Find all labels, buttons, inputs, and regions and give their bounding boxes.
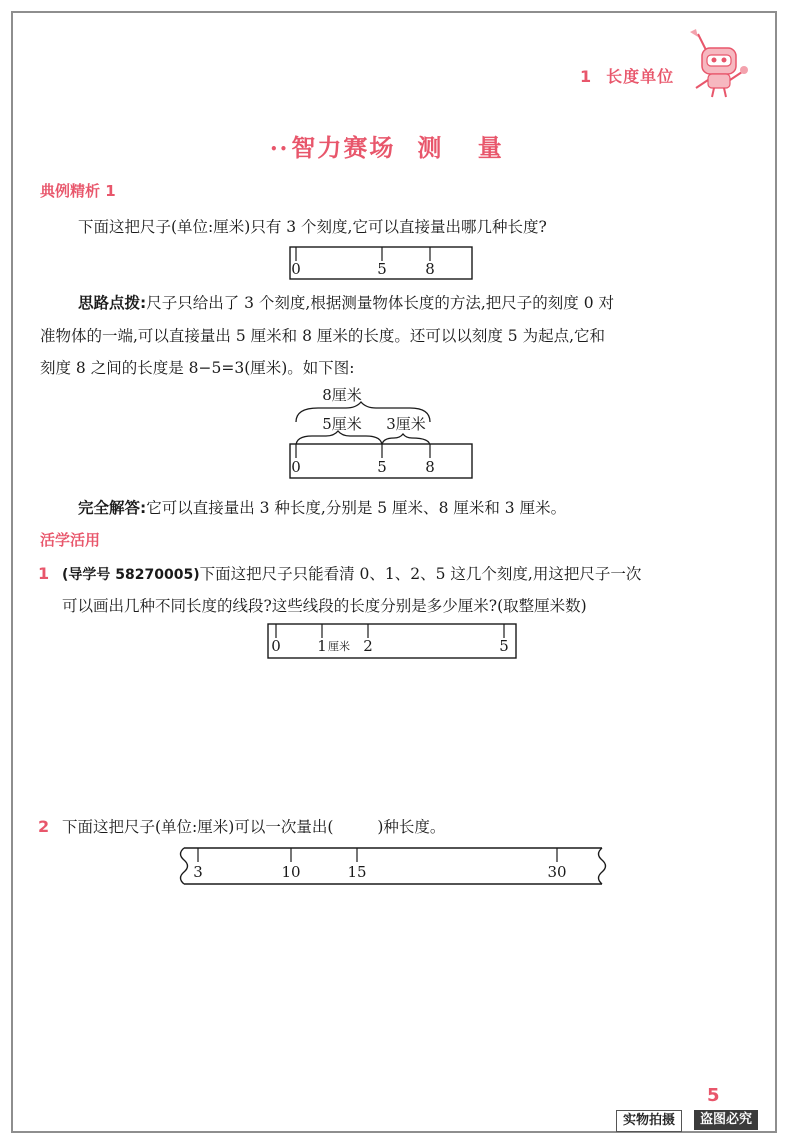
hint-line-2: 准物体的一端,可以直接量出 5 厘米和 8 厘米的长度。还可以以刻度 5 为起点,它和 — [40, 327, 606, 345]
q1-line-2: 可以画出几种不同长度的线段?这些线段的长度分别是多少厘米?(取整厘米数) — [62, 597, 587, 615]
q2-tick-label-30: 30 — [547, 863, 567, 881]
chapter-header — [580, 64, 674, 87]
q2-ruler — [174, 844, 610, 888]
watermark-left: 实物拍摄 — [616, 1110, 682, 1132]
watermark-right: 盗图必究 — [694, 1110, 758, 1130]
q2-text-before: 下面这把尺子(单位:厘米)可以一次量出( — [62, 818, 334, 836]
example-heading: 典例精析 1 — [40, 182, 116, 200]
answer-line — [78, 492, 566, 524]
diagram-tick-label-0: 0 — [291, 458, 301, 476]
q1-unit-label: 厘米 — [328, 640, 350, 653]
example-question: 下面这把尺子(单位:厘米)只有 3 个刻度,它可以直接量出哪几种长度? — [78, 218, 547, 236]
diagram-tick-label-8: 8 — [425, 458, 435, 476]
measure-diagram — [282, 384, 482, 482]
q1-code: (导学号 58270005) — [62, 567, 200, 583]
q2-number: 2 — [38, 817, 50, 836]
q2-line — [62, 811, 445, 843]
q1-tick-label-5: 5 — [499, 637, 509, 655]
label-5cm: 5厘米 — [322, 415, 362, 433]
q1-number: 1 — [38, 564, 50, 583]
label-3cm: 3厘米 — [386, 415, 426, 433]
diagram-tick-label-5: 5 — [377, 458, 387, 476]
practice-heading: 活学活用 — [40, 531, 101, 549]
decor-dots-icon: •• — [270, 142, 290, 156]
q1-text-1: 下面这把尺子只能看清 0、1、2、5 这几个刻度,用这把尺子一次 — [199, 565, 642, 583]
q2-tick-label-3: 3 — [193, 863, 203, 881]
answer-label: 完全解答: — [78, 499, 147, 517]
q2-tick-label-10: 10 — [281, 863, 301, 881]
q2-text-after: )种长度。 — [377, 818, 446, 836]
hint-label: 思路点拨: — [78, 294, 147, 312]
chapter-number: 1 — [580, 67, 593, 86]
label-8cm: 8厘米 — [322, 386, 362, 404]
page-number: 5 — [707, 1085, 720, 1106]
hint-line-1 — [78, 287, 614, 319]
chapter-title: 长度单位 — [606, 67, 675, 86]
example-ruler — [286, 243, 476, 283]
q1-line-1 — [62, 558, 641, 591]
q1-tick-label-2: 2 — [363, 637, 373, 655]
q2-tick-label-15: 15 — [347, 863, 367, 881]
hint-text-1: 尺子只给出了 3 个刻度,根据测量物体长度的方法,把尺子的刻度 0 对 — [146, 294, 614, 312]
ruler-broken-left — [181, 848, 188, 884]
hint-line-3: 刻度 8 之间的长度是 8−5=3(厘米)。如下图: — [40, 359, 355, 377]
q1-tick-label-0: 0 — [271, 637, 281, 655]
robot-mascot-icon — [676, 28, 756, 100]
title-part1: 智力赛场 — [291, 134, 396, 162]
tick-label-0: 0 — [291, 260, 301, 278]
tick-label-8: 8 — [425, 260, 435, 278]
answer-text: 它可以直接量出 3 种长度,分别是 5 厘米、8 厘米和 3 厘米。 — [146, 499, 567, 517]
tick-label-5: 5 — [377, 260, 387, 278]
page-title — [270, 128, 516, 163]
q1-ruler — [264, 620, 520, 662]
ruler-broken-right — [599, 848, 606, 884]
title-part2: 测 量 — [417, 134, 516, 162]
q1-tick-label-1: 1 — [317, 637, 327, 655]
